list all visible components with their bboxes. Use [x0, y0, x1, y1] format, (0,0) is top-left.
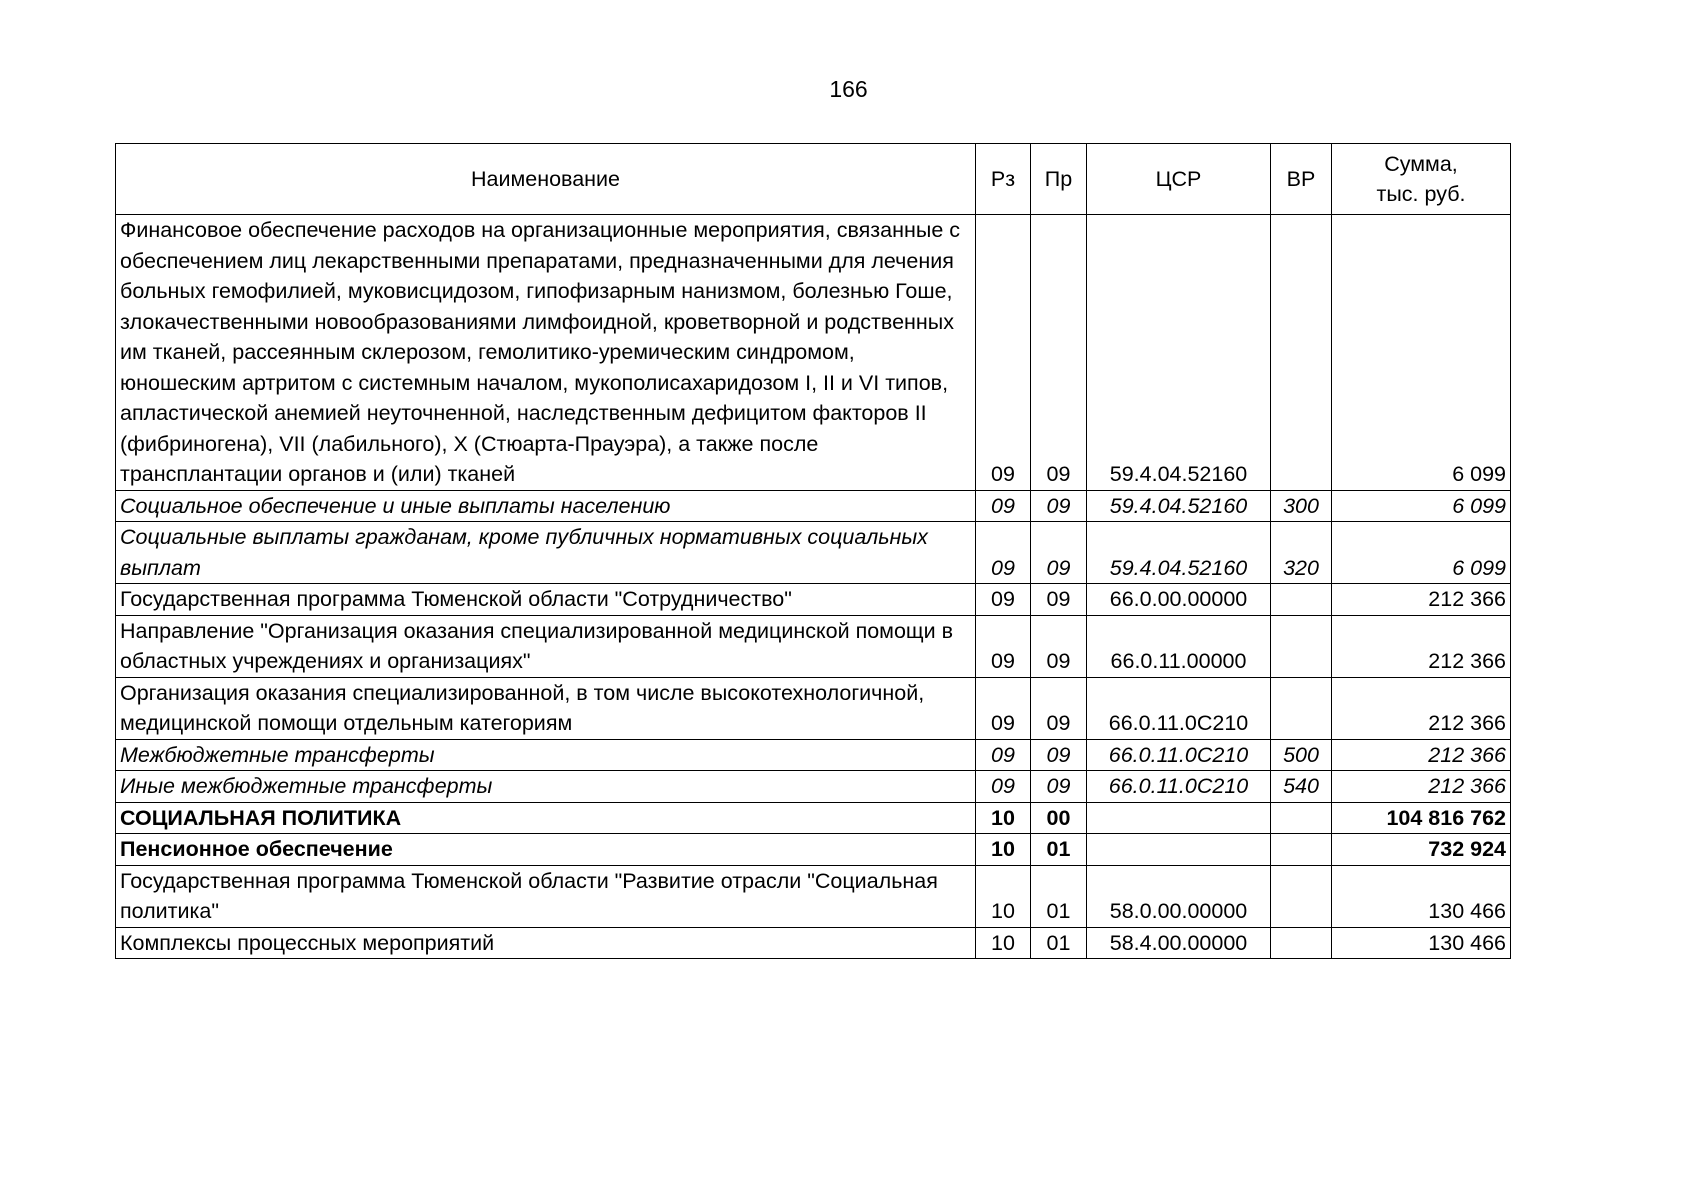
cell-name — [116, 677, 976, 739]
cell-csr — [1087, 834, 1271, 866]
cell-sum: 212 366 — [1332, 739, 1511, 771]
row-name-text: Государственная программа Тюменской области "Развитие отрасли "Социальная политика" — [120, 868, 938, 923]
cell-pr: 01 — [1031, 927, 1087, 959]
cell-rz: 10 — [976, 865, 1031, 927]
cell-name — [116, 802, 976, 834]
cell-rz: 09 — [976, 490, 1031, 522]
cell-sum: 104 816 762 — [1332, 802, 1511, 834]
cell-sum: 212 366 — [1332, 615, 1511, 677]
cell-pr: 09 — [1031, 584, 1087, 616]
row-name-text: Социальное обеспечение и иные выплаты населению — [120, 493, 671, 518]
cell-csr: 66.0.11.00000 — [1087, 615, 1271, 677]
table-row — [116, 215, 1511, 491]
cell-vr — [1271, 834, 1332, 866]
cell-name — [116, 615, 976, 677]
header-name: Наименование — [116, 144, 976, 215]
cell-vr: 500 — [1271, 739, 1332, 771]
budget-table — [115, 143, 1511, 959]
header-pr: Пр — [1031, 144, 1087, 215]
cell-rz: 10 — [976, 927, 1031, 959]
cell-vr — [1271, 677, 1332, 739]
cell-sum: 732 924 — [1332, 834, 1511, 866]
cell-vr — [1271, 215, 1332, 491]
cell-sum: 130 466 — [1332, 927, 1511, 959]
table-body — [116, 215, 1511, 959]
cell-rz: 09 — [976, 677, 1031, 739]
cell-sum: 130 466 — [1332, 865, 1511, 927]
header-sum — [1332, 144, 1511, 215]
cell-csr: 66.0.11.0С210 — [1087, 771, 1271, 803]
cell-sum: 212 366 — [1332, 584, 1511, 616]
cell-vr — [1271, 865, 1332, 927]
cell-rz: 09 — [976, 522, 1031, 584]
table-row — [116, 834, 1511, 866]
table-row — [116, 802, 1511, 834]
cell-name — [116, 584, 976, 616]
cell-sum: 6 099 — [1332, 215, 1511, 491]
row-name-text: Пенсионное обеспечение — [120, 837, 393, 861]
cell-name — [116, 215, 976, 491]
cell-vr — [1271, 615, 1332, 677]
cell-rz: 10 — [976, 834, 1031, 866]
cell-csr: 58.4.00.00000 — [1087, 927, 1271, 959]
cell-vr — [1271, 927, 1332, 959]
row-name-text: Межбюджетные трансферты — [120, 742, 435, 767]
header-vr: ВР — [1271, 144, 1332, 215]
row-name-text: Направление "Организация оказания специализированной медицинской помощи в областных учреждениях и организациях" — [120, 618, 954, 673]
cell-rz: 09 — [976, 584, 1031, 616]
cell-name — [116, 739, 976, 771]
cell-pr: 09 — [1031, 739, 1087, 771]
cell-vr: 320 — [1271, 522, 1332, 584]
cell-name — [116, 771, 976, 803]
cell-sum: 6 099 — [1332, 490, 1511, 522]
cell-name — [116, 865, 976, 927]
cell-rz: 09 — [976, 215, 1031, 491]
page-number: 166 — [829, 76, 868, 102]
header-sum-line2: тыс. руб. — [1376, 182, 1466, 206]
table-row — [116, 771, 1511, 803]
header-rz: Рз — [976, 144, 1031, 215]
cell-vr — [1271, 802, 1332, 834]
cell-csr: 58.0.00.00000 — [1087, 865, 1271, 927]
table-row — [116, 865, 1511, 927]
cell-pr: 01 — [1031, 865, 1087, 927]
row-name-text: Финансовое обеспечение расходов на организационные мероприятия, связанные с обеспечением лиц лекарственными препаратами, предназначенными для лечения больных гемофилией, муковисцидозом, гипофизарным нанизмом, болезнью Гоше, злокачественными новообразованиями лимфоидной, кроветворной и родственных им тканей, рассеянным склерозом, гемолитико-уремическим синдромом, юношеским артритом с системным началом, мукополисахаридозом I, II и VI типов, апластической анемией неуточненной, наследственным дефицитом факторов II (фибриногена), VII (лабильного), X (Стюарта-Прауэра), а также после трансплантации органов и (или) тканей — [120, 218, 961, 486]
cell-pr: 00 — [1031, 802, 1087, 834]
cell-csr: 59.4.04.52160 — [1087, 215, 1271, 491]
cell-vr: 300 — [1271, 490, 1332, 522]
cell-csr: 66.0.11.0С210 — [1087, 739, 1271, 771]
cell-sum: 212 366 — [1332, 677, 1511, 739]
cell-pr: 09 — [1031, 677, 1087, 739]
cell-pr: 09 — [1031, 771, 1087, 803]
cell-sum: 6 099 — [1332, 522, 1511, 584]
row-name-text: Иные межбюджетные трансферты — [120, 774, 493, 798]
cell-sum: 212 366 — [1332, 771, 1511, 803]
cell-name — [116, 834, 976, 866]
cell-name — [116, 927, 976, 959]
cell-name — [116, 522, 976, 584]
cell-pr: 09 — [1031, 522, 1087, 584]
header-csr: ЦСР — [1087, 144, 1271, 215]
row-name-text: Государственная программа Тюменской области "Сотрудничество" — [120, 587, 792, 611]
cell-csr: 66.0.11.0С210 — [1087, 677, 1271, 739]
cell-vr — [1271, 584, 1332, 616]
table-row — [116, 927, 1511, 959]
table-row — [116, 584, 1511, 616]
row-name-text: Социальные выплаты гражданам, кроме публичных нормативных социальных выплат — [120, 525, 928, 580]
header-sum-line1: Сумма, — [1384, 152, 1458, 176]
row-name-text: Комплексы процессных мероприятий — [120, 930, 495, 955]
cell-pr: 09 — [1031, 615, 1087, 677]
cell-name — [116, 490, 976, 522]
table-header-row — [116, 144, 1511, 215]
cell-pr: 09 — [1031, 490, 1087, 522]
table-row — [116, 677, 1511, 739]
cell-vr: 540 — [1271, 771, 1332, 803]
table-row — [116, 615, 1511, 677]
row-name-text: Организация оказания специализированной, в том числе высокотехнологичной, медицинской помощи отдельным категориям — [120, 680, 925, 735]
cell-pr: 01 — [1031, 834, 1087, 866]
cell-csr: 59.4.04.52160 — [1087, 490, 1271, 522]
cell-csr — [1087, 802, 1271, 834]
cell-pr: 09 — [1031, 215, 1087, 491]
cell-rz: 09 — [976, 771, 1031, 803]
table-row — [116, 490, 1511, 522]
cell-rz: 10 — [976, 802, 1031, 834]
cell-rz: 09 — [976, 739, 1031, 771]
cell-csr: 66.0.00.00000 — [1087, 584, 1271, 616]
table-row — [116, 522, 1511, 584]
table-row — [116, 739, 1511, 771]
cell-csr: 59.4.04.52160 — [1087, 522, 1271, 584]
cell-rz: 09 — [976, 615, 1031, 677]
row-name-text: СОЦИАЛЬНАЯ ПОЛИТИКА — [120, 805, 402, 830]
